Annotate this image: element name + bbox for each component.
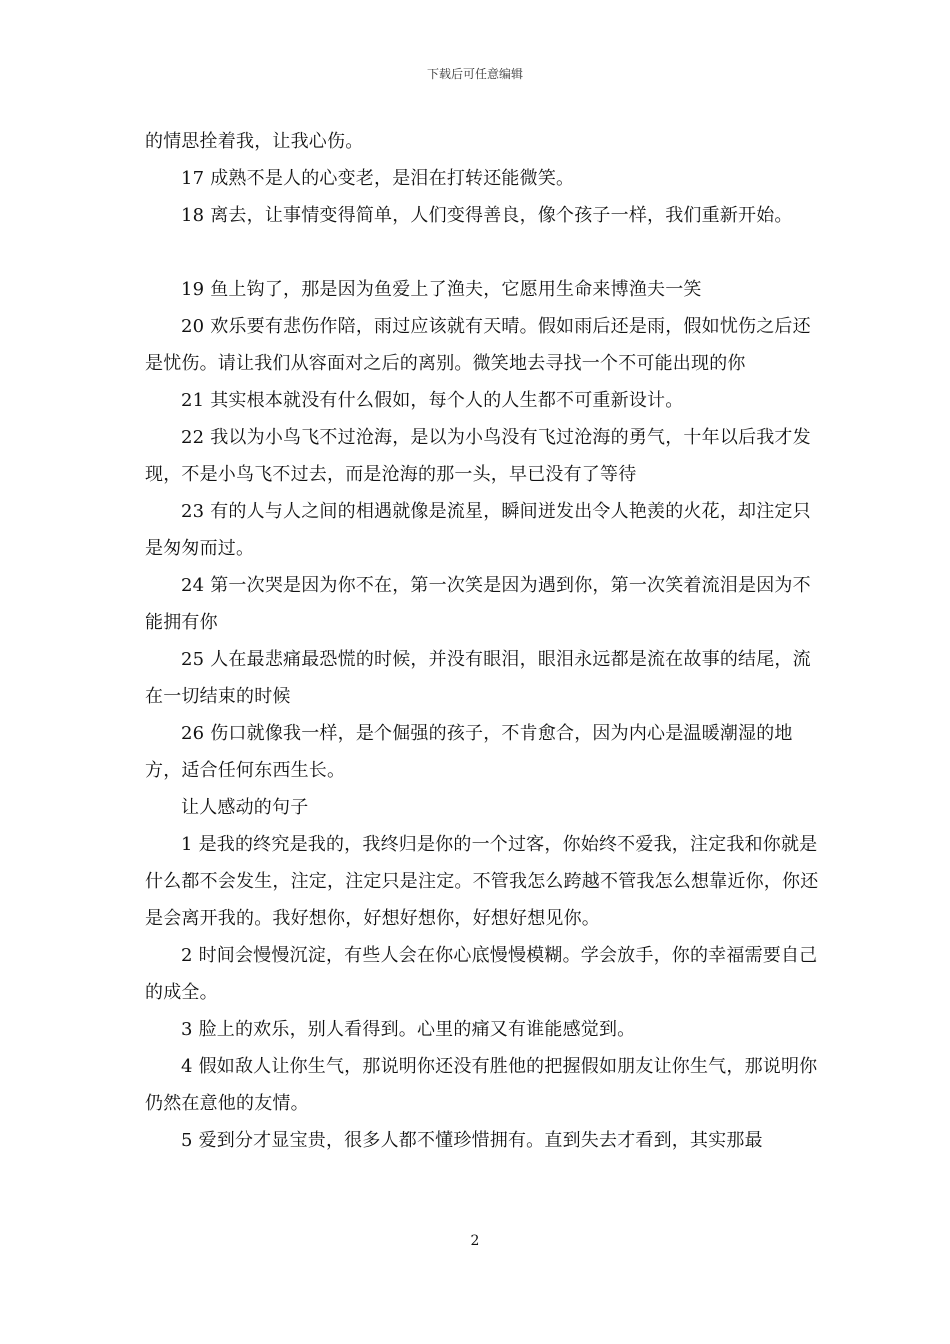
quote-18: 18 离去，让事情变得简单，人们变得善良，像个孩子一样，我们重新开始。 [181, 205, 793, 226]
quote-24: 24 第一次哭是因为你不在，第一次笑是因为遇到你，第一次笑着流泪是因为不能拥有你 [145, 575, 811, 633]
page-number: 2 [470, 1233, 480, 1249]
section-heading: 让人感动的句子 [181, 797, 309, 818]
quote-1: 1 是我的终究是我的，我终归是你的一个过客，你始终不爱我，注定我和你就是什么都不会发生，注定，注定只是注定。不管我怎么跨越不管我怎么想靠近你，你还是会离开我的。我好想你，好想好想你，好想好想见你。 [145, 834, 819, 929]
quote-3: 3 脸上的欢乐，别人看得到。心里的痛又有谁能感觉到。 [181, 1019, 636, 1040]
page-header: 下载后可任意编辑 [426, 67, 523, 81]
quote-20: 20 欢乐要有悲伤作陪，雨过应该就有天晴。假如雨后还是雨，假如忧伤之后还是忧伤。请让我们从容面对之后的离别。微笑地去寻找一个不可能出现的你 [145, 316, 811, 374]
quote-5: 5 爱到分才显宝贵，很多人都不懂珍惜拥有。直到失去才看到，其实那最 [181, 1130, 763, 1151]
quote-22: 22 我以为小鸟飞不过沧海，是以为小鸟没有飞过沧海的勇气，十年以后我才发现，不是小鸟飞不过去，而是沧海的那一头，早已没有了等待 [145, 427, 811, 485]
quote-2: 2 时间会慢慢沉淀，有些人会在你心底慢慢模糊。学会放手，你的幸福需要自己的成全。 [145, 945, 818, 1003]
quote-26: 26 伤口就像我一样，是个倔强的孩子，不肯愈合，因为内心是温暖潮湿的地方，适合任何东西生长。 [145, 723, 793, 781]
blank-line [145, 234, 820, 271]
quote-17: 17 成熟不是人的心变老，是泪在打转还能微笑。 [181, 168, 575, 189]
quote-19: 19 鱼上钩了，那是因为鱼爱上了渔夫，它愿用生命来博渔夫一笑 [181, 279, 702, 300]
quote-21: 21 其实根本就没有什么假如，每个人的人生都不可重新设计。 [181, 390, 684, 411]
quote-23: 23 有的人与人之间的相遇就像是流星，瞬间迸发出令人艳羡的火花，却注定只是匆匆而过。 [145, 501, 811, 559]
paragraph-continuation: 的情思拴着我，让我心伤。 [145, 131, 364, 152]
quote-25: 25 人在最悲痛最恐慌的时候，并没有眼泪，眼泪永远都是流在故事的结尾，流在一切结束的时候 [145, 649, 811, 707]
document-body [145, 123, 820, 1159]
quote-4: 4 假如敌人让你生气，那说明你还没有胜他的把握假如朋友让你生气，那说明你仍然在意他的友情。 [145, 1056, 818, 1114]
